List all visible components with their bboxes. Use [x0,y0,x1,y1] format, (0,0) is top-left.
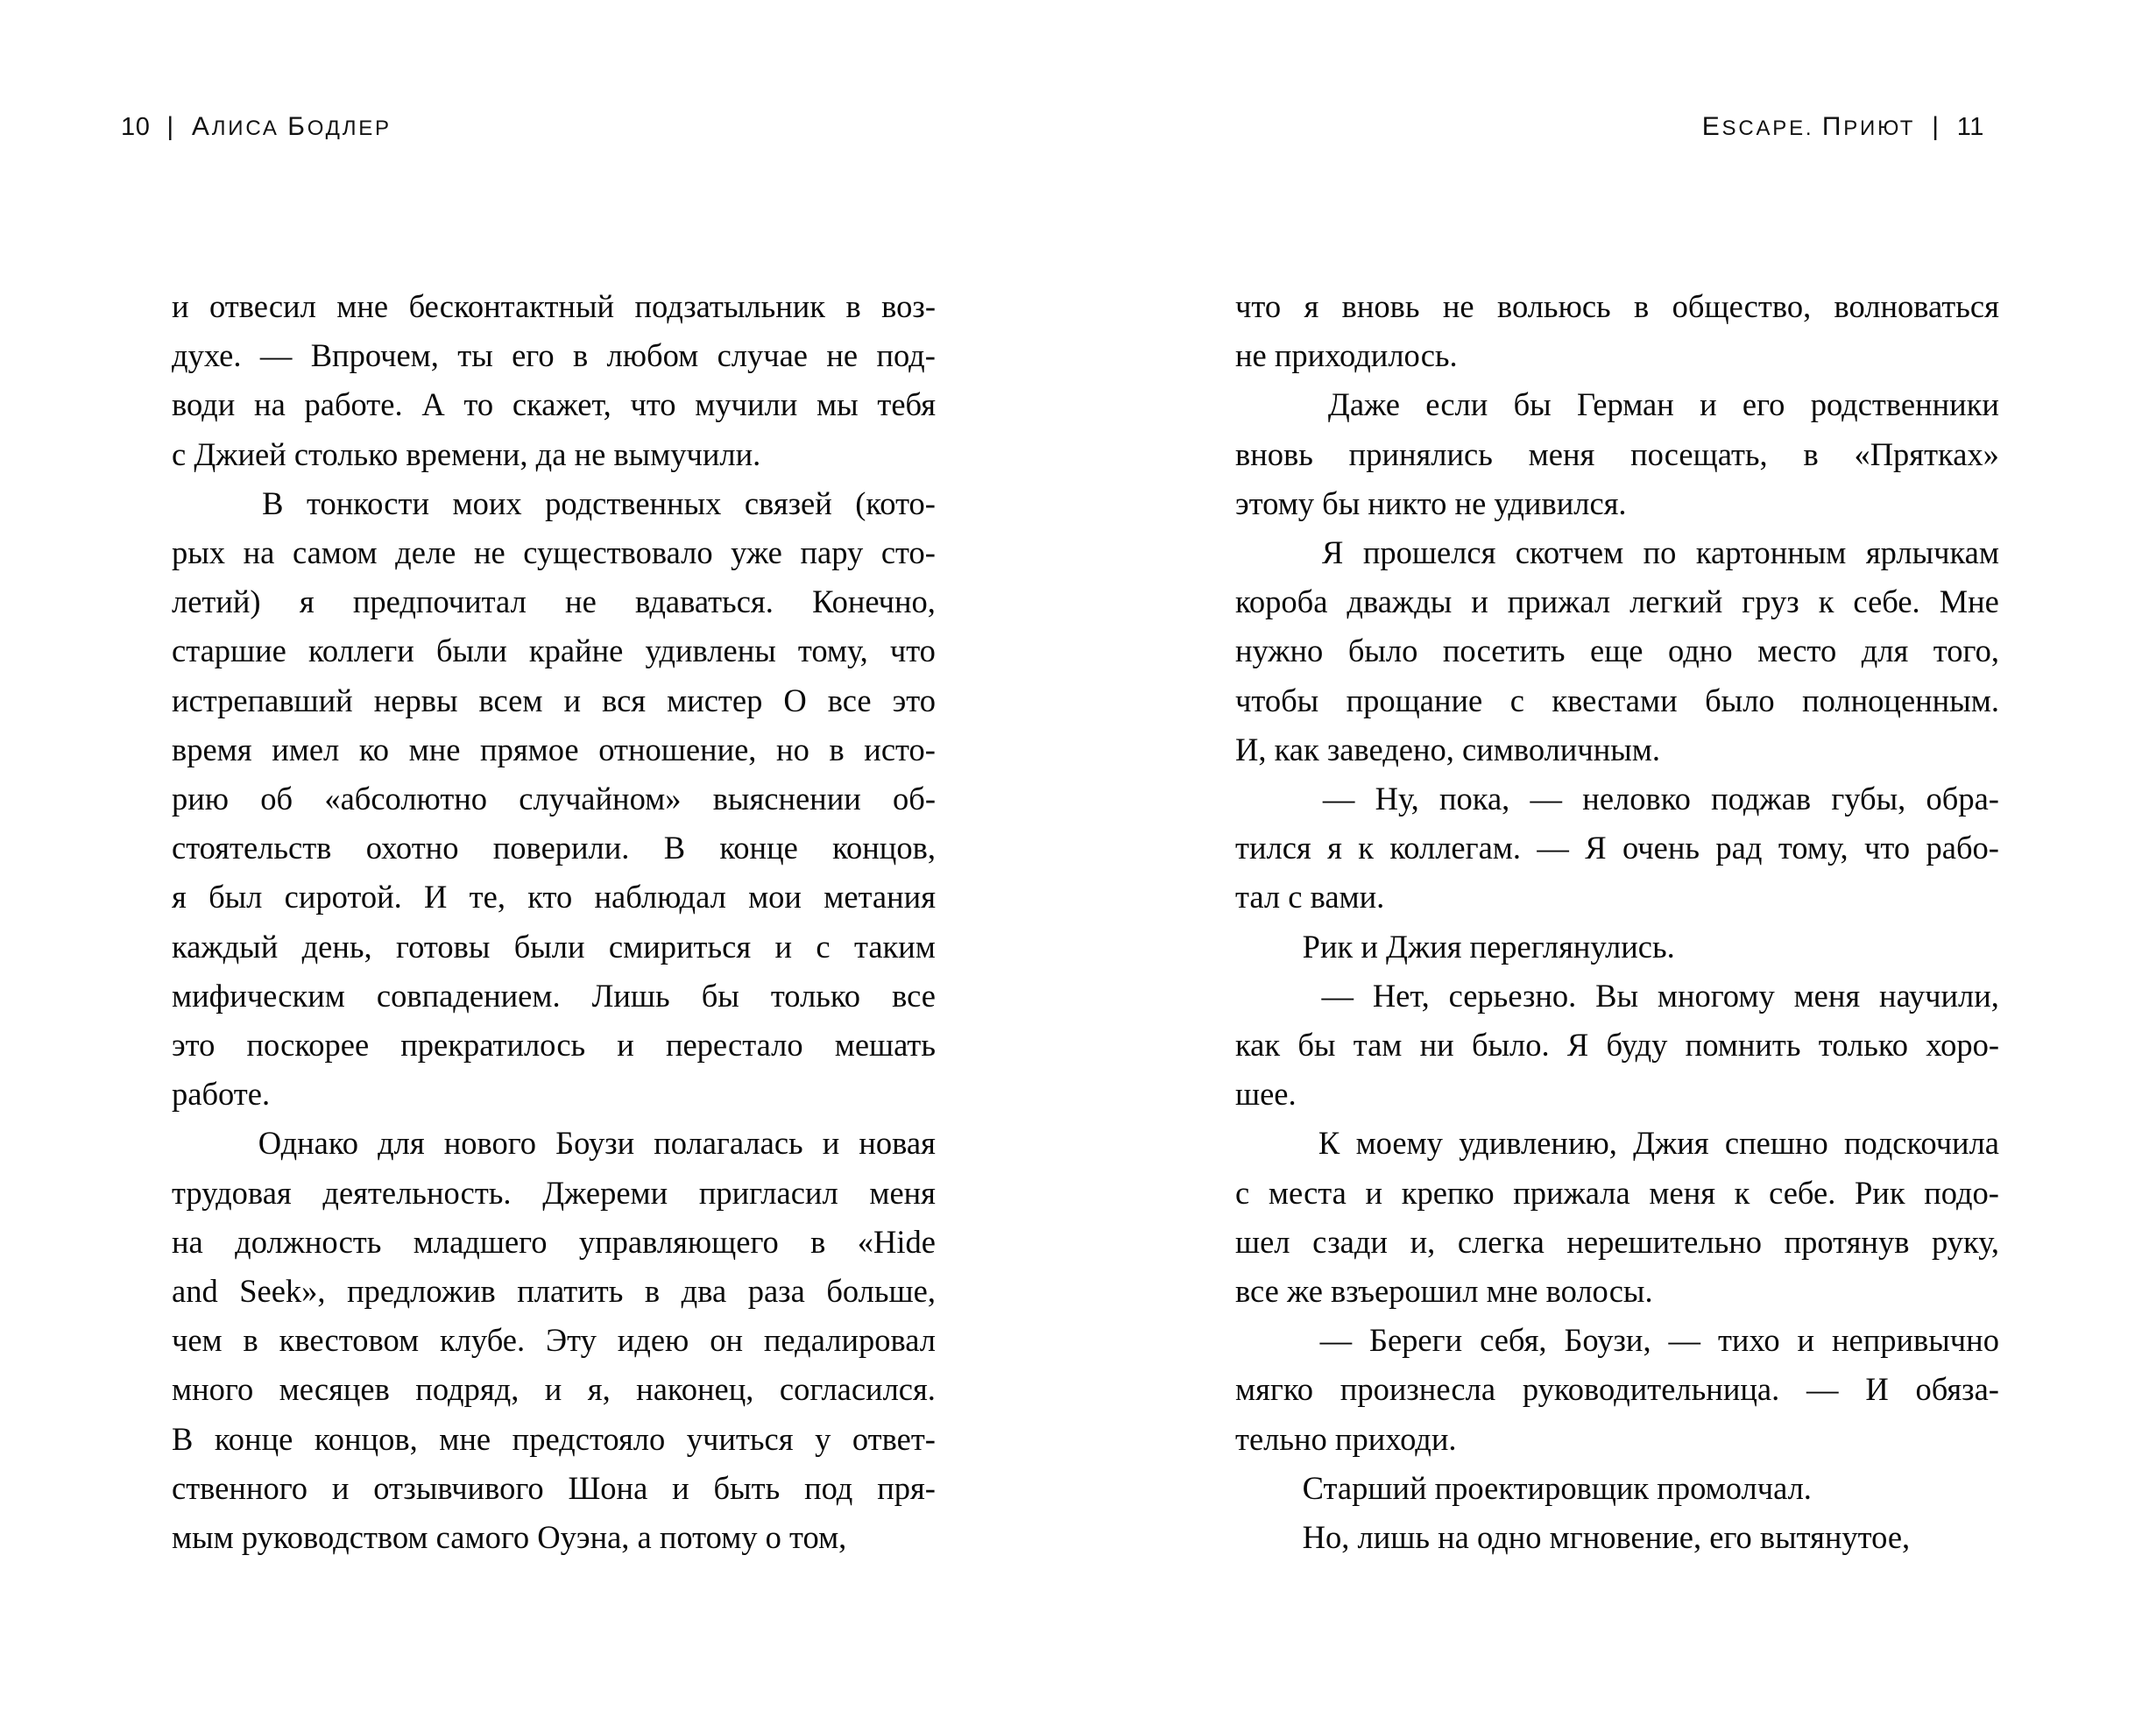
text-line: Однако для нового Боузи полагалась и новая [258,1125,936,1162]
paragraph [1235,380,1999,528]
text-line: на должность младшего управляющего в «Hide [172,1223,936,1260]
running-head-author [192,112,392,142]
paragraph [1235,923,1999,972]
running-head-separator-right: | [1932,112,1940,141]
text-line: я был сиротой. И те, кто наблюдал мои метания [172,879,936,916]
text-line: мягко произнесла руководительница. — И обяза- [1235,1371,1999,1408]
text-line: Старший проектировщик промолчал. [1302,1469,1812,1506]
text-line: как бы там ни было. Я буду помнить только хоро- [1235,1027,1999,1064]
running-head-author-initial: А [191,112,212,141]
text-line: шел сзади и, слегка нерешительно протянув руку, [1235,1223,1999,1260]
text-line: с Джией столько времени, да не вымучили. [172,435,761,472]
text-line: тал с вами. [1235,879,1385,916]
text-line: and Seek», предложив платить в два раза больше, [172,1273,936,1310]
text-column-left [172,282,936,1562]
running-head-author-rest: ЛИСА [211,117,288,140]
text-line: Я прошелся скотчем по картонным ярлычкам [1322,534,1999,571]
running-head-separator-left: | [166,112,175,141]
paragraph [172,282,936,479]
paragraph [1235,1119,1999,1316]
text-line: — Нет, серьезно. Вы многому меня научили, [1321,977,1999,1014]
paragraph [1235,1513,1999,1562]
text-line: — Ну, пока, — неловко поджав губы, обра- [1322,781,1999,817]
running-head-author-rest-2: ОДЛЕР [307,117,392,140]
text-column-right [1235,282,1999,1562]
running-head-author-initial-2: Б [287,112,307,141]
text-line: время имел ко мне прямое отношение, но в исто- [172,731,936,767]
text-line: работе. [172,1076,271,1113]
text-line: рых на самом деле не существовало уже пару сто- [172,534,936,571]
text-line: короба дважды и прижал легкий груз к себе. Мне [1235,583,1999,620]
text-line: и отвесил мне бесконтактный подзатыльник в воз- [172,288,936,324]
text-line: тельно приходи. [1235,1420,1457,1457]
text-line: этому бы никто не удивился. [1235,484,1627,521]
running-head-right [1702,112,1984,152]
paragraph [1235,1464,1999,1513]
text-line: что я вновь не вольюсь в общество, волноваться [1235,288,1999,324]
text-line: с места и крепко прижала меня к себе. Рик подо- [1235,1174,1999,1211]
text-line: мифическим совпадением. Лишь бы только все [172,977,936,1014]
running-head-title-initial-2: П [1821,112,1844,141]
text-line: нужно было посетить еще одно место для того, [1235,633,1999,669]
text-line: тился я к коллегам. — Я очень рад тому, что рабо- [1235,830,1999,866]
text-line: В тонкости моих родственных связей (кото- [262,484,936,521]
paragraph [1235,972,1999,1120]
text-line: духе. — Впрочем, ты его в любом случае не под- [172,337,936,374]
paragraph [1235,774,1999,923]
paragraph [1235,528,1999,774]
running-head-title-rest-2: РИЮТ [1843,117,1916,140]
text-line: трудовая деятельность. Джереми пригласил меня [172,1174,936,1211]
text-line: К моему удивлению, Джия спешно подскочила [1318,1125,1999,1162]
paragraph [172,479,936,1120]
text-line: Рик и Джия переглянулись. [1302,928,1675,965]
text-line: рию об «абсолютно случайном» выяснении об- [172,781,936,817]
running-head-title [1702,112,1916,142]
running-head-title-rest: SCAPE. [1721,117,1822,140]
text-line: ственного и отзывчивого Шона и быть под пря- [172,1469,936,1506]
text-line: не приходилось. [1235,337,1458,374]
text-line: — Береги себя, Боузи, — тихо и непривычно [1319,1322,1999,1359]
running-head-title-initial: E [1701,112,1722,141]
page-number-right: 11 [1956,113,1984,141]
text-line: В конце концов, мне предстояло учиться у ответ- [172,1420,936,1457]
text-line: Даже если бы Герман и его родственники [1327,386,1999,423]
text-line: летий) я предпочитал не вдаваться. Конечно, [172,583,936,620]
text-line: старшие коллеги были крайне удивлены тому, что [172,633,936,669]
text-line: Но, лишь на одно мгновение, его вытянутое, [1302,1519,1911,1556]
text-line: чем в квестовом клубе. Эту идею он педалировал [172,1322,936,1359]
text-line: чтобы прощание с квестами было полноценным. [1235,682,1999,718]
paragraph [172,1119,936,1562]
text-line: води на работе. А то скажет, что мучили мы тебя [172,386,936,423]
paragraph [1235,1316,1999,1464]
text-line: истрепавший нервы всем и вся мистер О все это [172,682,936,718]
text-line: И, как заведено, символичным. [1235,731,1660,767]
paragraph [1235,282,1999,380]
text-line: все же взъерошил мне волосы. [1235,1273,1653,1310]
text-line: много месяцев подряд, и я, наконец, согласился. [172,1371,936,1408]
text-line: стоятельств охотно поверили. В конце концов, [172,830,936,866]
text-line: вновь принялись меня посещать, в «Прятках» [1235,435,1999,472]
text-line: каждый день, готовы были смириться и с таким [172,928,936,965]
text-line: шее. [1235,1076,1297,1113]
page-number-left: 10 [121,113,151,141]
text-line: это поскорее прекратилось и перестало мешать [172,1027,936,1064]
running-head-left [121,112,392,152]
text-line: мым руководством самого Оуэна, а потому о том, [172,1519,847,1556]
